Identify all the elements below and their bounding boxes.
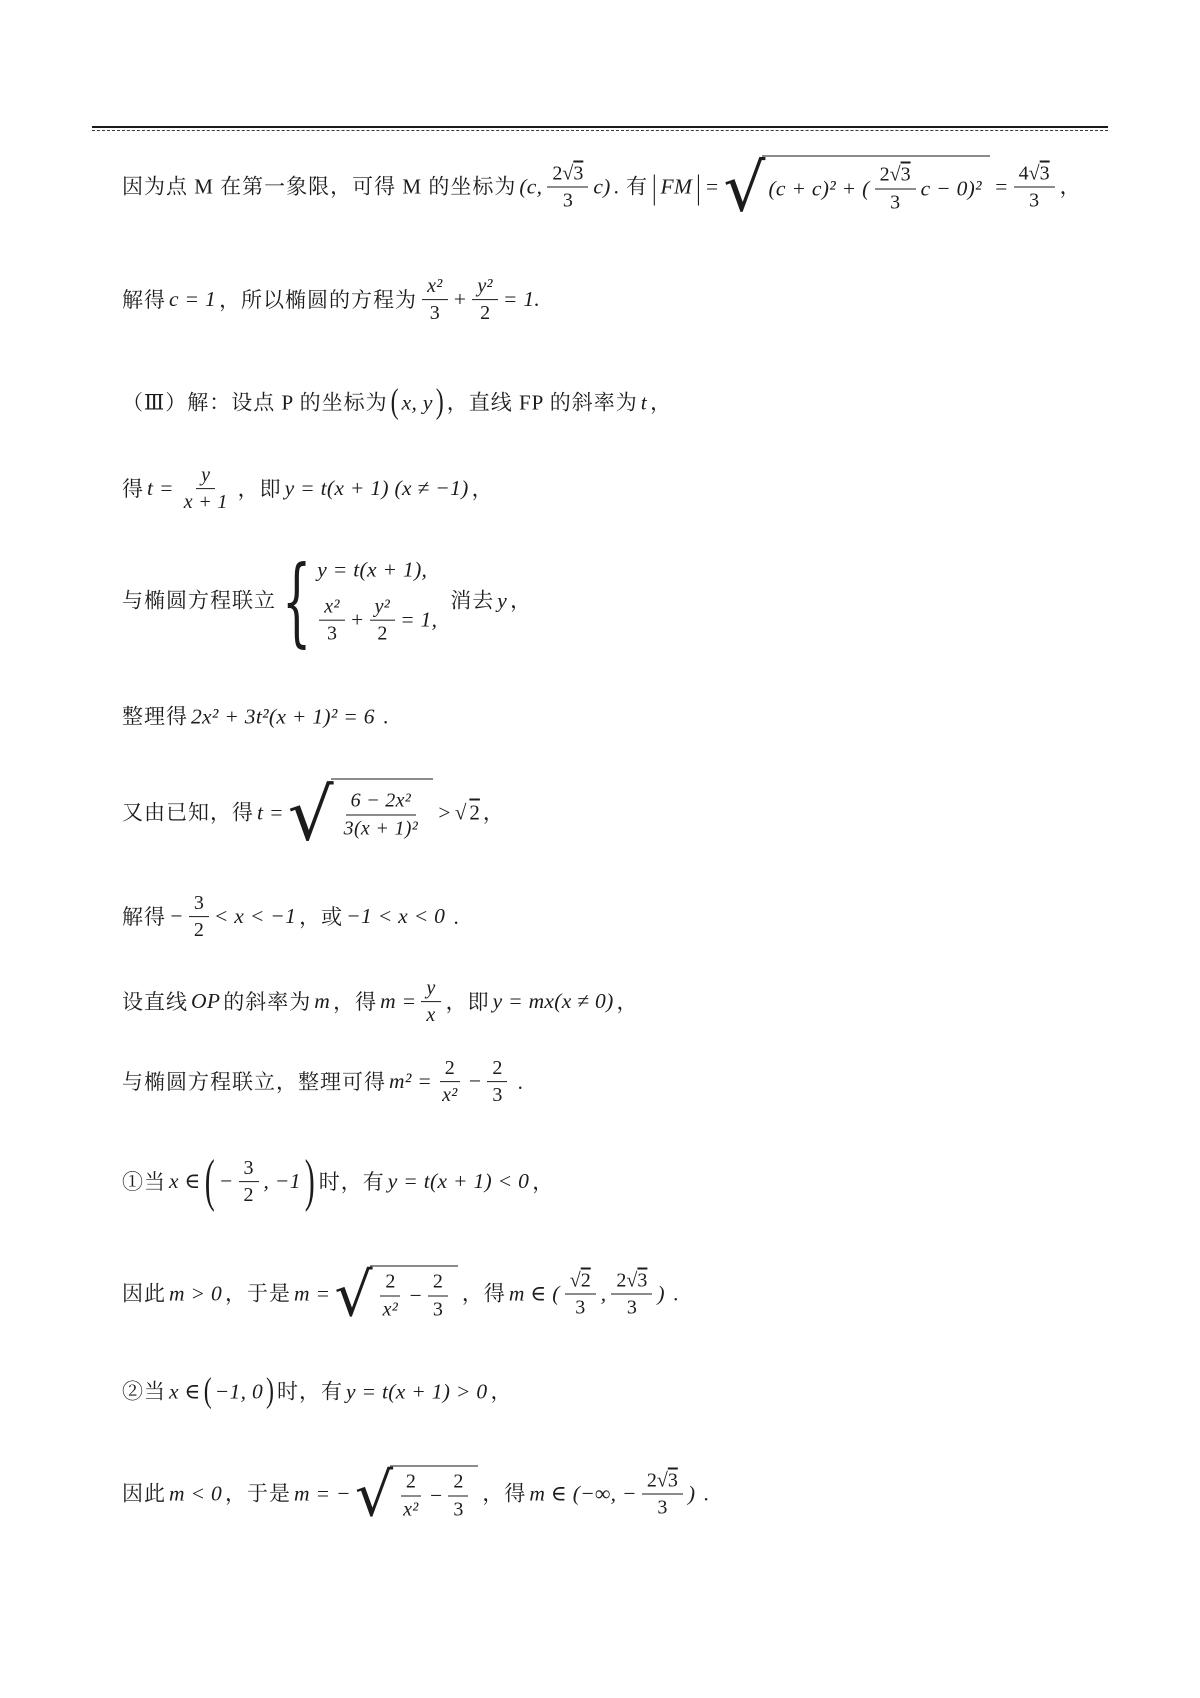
fraction <box>189 892 209 942</box>
cn-text: ，得 <box>482 1481 527 1506</box>
numerator-text: 4√ <box>1018 162 1040 185</box>
numerator <box>401 1471 421 1496</box>
cn-text: ，即 <box>445 989 490 1014</box>
denominator-text: 3(x + 1)² <box>343 817 419 839</box>
denominator <box>398 1496 423 1520</box>
cn-text: 因为点 M 在第一象限，可得 M 的坐标为 <box>122 174 517 199</box>
cn-text: ， <box>490 1379 513 1404</box>
radicand <box>762 156 989 219</box>
cn-text: 的斜率为 <box>223 989 312 1014</box>
numerator-text: 2 <box>492 1057 503 1080</box>
math-text: (c, <box>519 174 543 199</box>
cn-text: ，得 <box>333 989 378 1014</box>
period-text: . <box>448 904 459 929</box>
numerator-text: 2√ <box>616 1269 638 1292</box>
fraction <box>1014 162 1055 212</box>
numerator-text: 3 <box>193 892 204 915</box>
numerator-text: 2 <box>405 1470 416 1493</box>
denominator <box>428 1296 448 1320</box>
radical-sign: √ <box>334 1260 373 1331</box>
numerator-text: 6 − 2x² <box>350 789 412 812</box>
numerator <box>547 162 588 187</box>
numerator-radicand: 3 <box>573 162 584 185</box>
fraction <box>472 275 497 325</box>
numerator-text: √ <box>569 1269 581 1292</box>
numerator <box>472 275 497 300</box>
numerator <box>346 790 416 815</box>
denominator <box>1024 188 1044 212</box>
numerator <box>428 1271 448 1296</box>
denominator-text: x² <box>382 1298 399 1320</box>
denominator <box>622 1295 642 1319</box>
numerator-radicand: 2 <box>580 1269 591 1292</box>
numerator <box>487 1057 507 1082</box>
cn-text: 与椭圆方程联立，整理可得 <box>122 1069 386 1094</box>
denominator <box>437 1083 462 1107</box>
solution-line-7 <box>122 772 505 857</box>
cn-text: ，即 <box>237 476 282 501</box>
period-text: . <box>377 704 389 729</box>
cn-text: （Ⅲ）解：设点 P 的坐标为 <box>122 390 388 415</box>
math-text: m = <box>380 989 417 1014</box>
math-text: c) <box>593 174 611 199</box>
solution-line-2 <box>122 275 540 325</box>
fraction <box>398 1471 423 1521</box>
math-text: t = <box>147 476 174 501</box>
close-paren: ) <box>266 1373 274 1411</box>
numerator-text: y² <box>477 275 493 298</box>
cn-text: ， <box>510 588 533 613</box>
cn-text: 因此 <box>122 1481 166 1506</box>
denominator-text: 2 <box>193 919 204 942</box>
cn-text: 时，有 <box>318 1169 385 1194</box>
math-text: y = t(x + 1) > 0 <box>346 1379 488 1404</box>
math-text: m <box>314 989 331 1014</box>
numerator <box>875 164 916 189</box>
abs-bar: | <box>652 166 657 206</box>
math-text: − <box>428 1483 444 1508</box>
solution-line-5 <box>122 544 533 658</box>
numerator-text: x² <box>427 275 443 298</box>
math-text: > <box>437 800 452 825</box>
close-paren: ) <box>435 384 444 422</box>
numerator-text: y² <box>374 595 391 618</box>
numerator <box>319 596 344 621</box>
equation-system <box>317 557 437 646</box>
denominator-text: x <box>426 1004 436 1027</box>
math-text: , <box>600 1281 607 1306</box>
fraction <box>319 596 344 646</box>
denominator <box>339 815 423 839</box>
cn-text: ，于是 <box>225 1481 292 1506</box>
cn-text: ， <box>482 800 505 825</box>
cn-text: 因此 <box>122 1281 166 1306</box>
math-text: m > 0 <box>169 1281 223 1306</box>
fraction <box>370 596 395 646</box>
denominator-text: 3 <box>562 189 573 212</box>
math-text: m² = <box>389 1069 433 1094</box>
period-text: . <box>667 1281 679 1306</box>
fraction <box>611 1269 652 1319</box>
system-row <box>317 596 437 646</box>
header-rule <box>92 126 1108 131</box>
cn-text: ，于是 <box>225 1281 292 1306</box>
numerator <box>380 1271 400 1296</box>
fraction <box>642 1469 683 1519</box>
fraction <box>547 162 588 212</box>
fraction <box>487 1057 507 1107</box>
math-text: < x < −1 <box>213 904 297 929</box>
numerator-radicand: 3 <box>900 163 911 186</box>
solution-line-14 <box>122 1460 709 1531</box>
cn-text: ，或 <box>299 904 344 929</box>
numerator-text: 2 <box>453 1470 464 1493</box>
square-root <box>334 1260 458 1331</box>
system-row <box>317 557 427 584</box>
numerator-text: 2√ <box>879 163 901 186</box>
solution-line-6 <box>122 704 388 731</box>
numerator-radicand: 3 <box>637 1269 648 1292</box>
math-text: = 1. <box>502 287 541 312</box>
denominator <box>425 301 445 325</box>
math-text: m < 0 <box>169 1481 223 1506</box>
fraction <box>448 1471 468 1521</box>
numerator-text: y <box>201 464 211 487</box>
math-text: x ∈ <box>169 1379 201 1404</box>
numerator <box>642 1469 683 1494</box>
math-text: t <box>640 390 648 415</box>
numerator-text: 2 <box>385 1270 396 1293</box>
denominator-text: 3 <box>327 622 338 645</box>
period-text: . <box>698 1481 709 1506</box>
fraction <box>421 977 440 1027</box>
math-text: − <box>408 1283 423 1308</box>
cn-text: ①当 <box>122 1169 166 1194</box>
solution-line-1 <box>122 149 1082 227</box>
cn-text: 整理得 <box>122 704 188 729</box>
denominator <box>885 189 905 213</box>
math-text: −1, 0 <box>214 1379 263 1404</box>
cn-text: ， <box>532 1169 555 1194</box>
denominator-text: 3 <box>575 1296 586 1319</box>
numerator <box>448 1471 468 1496</box>
math-text: t = <box>257 800 284 825</box>
solution-line-8 <box>122 892 459 942</box>
math-text: OP <box>191 989 221 1014</box>
cn-text: ， <box>616 989 639 1014</box>
math-text: c = 1 <box>169 287 217 312</box>
denominator-text: 3 <box>1029 189 1040 212</box>
denominator <box>189 918 209 942</box>
math-text: = <box>704 174 720 199</box>
numerator-radicand: 3 <box>1039 162 1050 185</box>
math-text: m ∈ (−∞, − <box>529 1481 637 1506</box>
denominator-text: 2 <box>243 1184 254 1207</box>
math-text: 2x² + 3t²(x + 1)² = 6 <box>191 704 375 729</box>
cn-text: 设直线 <box>122 989 188 1014</box>
numerator <box>189 892 209 917</box>
cn-text: . 有 <box>613 174 649 199</box>
radical-sign: √ <box>354 1460 394 1531</box>
denominator-text: 3 <box>429 302 440 325</box>
square-root <box>354 1460 479 1531</box>
fraction <box>239 1157 259 1207</box>
math-text: x, y <box>401 390 433 415</box>
math-text: m = <box>294 1281 331 1306</box>
square-root <box>287 772 433 857</box>
numerator-text: 2 <box>444 1057 455 1080</box>
math-text: − <box>218 1169 234 1194</box>
numerator-text: 2 <box>432 1270 443 1293</box>
solution-line-11 <box>122 1148 555 1214</box>
fraction <box>339 790 423 840</box>
numerator-text: 2√ <box>646 1469 668 1492</box>
radical-sign: √ <box>723 149 766 227</box>
numerator-text: y <box>426 977 436 1000</box>
cn-text: 时，有 <box>277 1379 343 1404</box>
numerator <box>422 275 447 300</box>
solution-line-10 <box>122 1057 523 1107</box>
denominator-text: 2 <box>377 622 388 645</box>
period-text: . <box>512 1069 523 1094</box>
math-text: + <box>349 608 365 632</box>
numerator <box>1014 162 1055 187</box>
denominator <box>239 1183 259 1207</box>
fraction <box>565 1269 596 1319</box>
denominator-text: x + 1 <box>183 491 228 514</box>
denominator-text: 3 <box>626 1296 637 1319</box>
fraction <box>378 1271 403 1321</box>
numerator <box>196 464 215 489</box>
radicand <box>331 779 433 848</box>
math-text: y = t(x + 1) (x ≠ −1) <box>284 476 469 501</box>
radicand <box>390 1466 478 1523</box>
cn-text: ②当 <box>122 1379 166 1404</box>
cn-text: ， <box>471 476 494 501</box>
denominator-text: 3 <box>432 1298 443 1320</box>
denominator <box>421 1003 440 1027</box>
math-text: m = − <box>294 1481 351 1506</box>
cn-text: 解得 <box>122 904 166 929</box>
fraction <box>428 1271 448 1321</box>
math-text: y <box>497 588 508 613</box>
denominator <box>322 621 342 645</box>
cn-text: 消去 <box>450 588 495 613</box>
denominator-text: 3 <box>492 1084 503 1107</box>
denominator <box>475 301 495 325</box>
cn-text: ， <box>1059 174 1082 199</box>
math-text: FM <box>660 174 693 199</box>
math-text: ) <box>657 1281 665 1306</box>
math-text: = <box>993 174 1009 199</box>
denominator <box>652 1495 672 1519</box>
numerator <box>440 1057 460 1082</box>
math-text: y = mx(x ≠ 0) <box>492 989 614 1014</box>
fraction <box>422 275 447 325</box>
system-brace: { <box>282 544 312 658</box>
math-text: m ∈ ( <box>508 1281 560 1306</box>
numerator-text: 2√ <box>552 162 574 185</box>
solution-line-13 <box>122 1373 513 1411</box>
big-paren-close: ) <box>304 1148 315 1214</box>
radicand-text: 2 <box>469 800 480 825</box>
denominator <box>378 1296 403 1320</box>
cn-text: ，直线 FP 的斜率为 <box>446 390 638 415</box>
math-text: ) <box>687 1481 696 1506</box>
cn-text: ，所以椭圆的方程为 <box>219 287 418 312</box>
denominator-text: x² <box>403 1498 419 1520</box>
radical-sign: √ <box>287 772 334 857</box>
abs-bar: | <box>696 166 701 206</box>
open-paren: ( <box>390 384 399 422</box>
numerator-radicand: 3 <box>667 1469 678 1492</box>
denominator-text: 2 <box>480 302 491 325</box>
math-text: −1 < x < 0 <box>346 904 446 929</box>
fraction <box>437 1057 462 1107</box>
cn-text: 又由已知，得 <box>122 800 254 825</box>
radical-sign: √ <box>454 800 467 825</box>
denominator <box>487 1083 507 1107</box>
math-text: − <box>467 1069 483 1094</box>
numerator <box>421 977 440 1002</box>
fraction <box>179 464 233 514</box>
denominator-text: 3 <box>453 1498 464 1520</box>
solution-line-12 <box>122 1260 679 1331</box>
denominator <box>372 621 392 645</box>
cn-text: 与椭圆方程联立 <box>122 588 276 613</box>
numerator-text: 3 <box>243 1157 254 1180</box>
denominator <box>558 188 578 212</box>
numerator <box>565 1269 596 1294</box>
math-text: (c + c)² + ( <box>768 176 870 201</box>
math-text: − <box>169 904 184 929</box>
numerator <box>611 1269 652 1294</box>
big-paren-open: ( <box>204 1148 215 1214</box>
cn-text: ，得 <box>461 1281 506 1306</box>
numerator-text: x² <box>324 595 340 618</box>
fraction <box>875 164 916 214</box>
numerator <box>370 596 395 621</box>
denominator-text: x² <box>442 1084 458 1107</box>
cn-text: 解得 <box>122 287 166 312</box>
solution-line-4 <box>122 464 494 514</box>
math-text: , −1 <box>263 1169 301 1194</box>
denominator <box>179 490 233 514</box>
solution-line-3 <box>122 384 673 422</box>
math-text: y = t(x + 1) < 0 <box>387 1169 530 1194</box>
numerator <box>239 1157 259 1182</box>
math-text: y = t(x + 1), <box>317 557 428 582</box>
square-root <box>723 149 989 227</box>
math-text: + <box>452 287 468 312</box>
math-text: x ∈ <box>169 1169 201 1194</box>
math-text: = 1, <box>400 608 438 632</box>
cn-text: ， <box>650 390 673 415</box>
open-paren: ( <box>203 1373 212 1411</box>
denominator-text: 3 <box>890 191 901 213</box>
denominator-text: 3 <box>657 1496 668 1519</box>
radicand <box>370 1266 458 1323</box>
denominator <box>448 1496 468 1520</box>
math-text: c − 0)² <box>920 176 982 201</box>
denominator <box>570 1295 590 1319</box>
cn-text: 得 <box>122 476 144 501</box>
solution-line-9 <box>122 977 639 1027</box>
